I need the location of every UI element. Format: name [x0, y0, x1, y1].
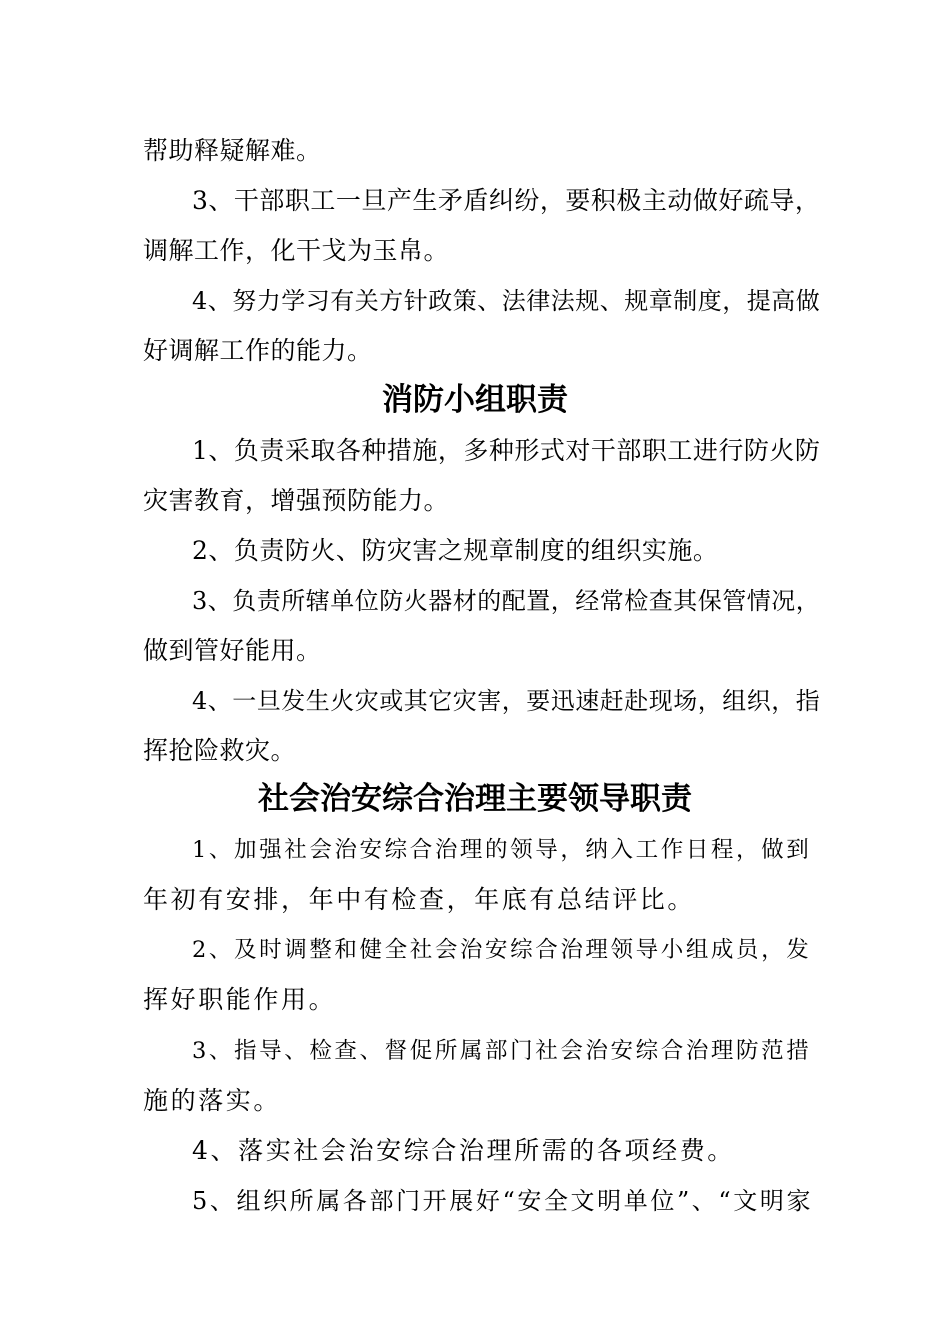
fire-item-3-line-1: 3、负责所辖单位防火器材的配置，经常检查其保管情况， [192, 587, 821, 615]
security-item-4-line-1: 4、落实社会治安综合治理所需的各项经费。 [192, 1136, 735, 1165]
mediation-item-3-line-2: 调解工作，化干戈为玉帛。 [143, 236, 450, 265]
fire-item-1-line-2: 灾害教育，增强预防能力。 [143, 486, 450, 515]
security-item-1-line-1: 1、加强社会治安综合治理的领导，纳入工作日程，做到 [192, 837, 812, 863]
security-item-2-line-2: 挥好职能作用。 [143, 985, 337, 1014]
security-item-2-line-1: 2、及时调整和健全社会治安综合治理领导小组成员，发 [192, 937, 812, 963]
mediation-item-4-line-1: 4、努力学习有关方针政策、法律法规、规章制度，提高做 [192, 287, 821, 315]
mediation-item-4-line-2: 好调解工作的能力。 [143, 336, 373, 365]
section-title-fire: 消防小组职责 [382, 382, 568, 418]
fire-item-3-line-2: 做到管好能用。 [143, 636, 322, 665]
fire-item-1-line-1: 1、负责采取各种措施，多种形式对干部职工进行防火防 [192, 436, 821, 465]
security-item-1-line-2: 年初有安排，年中有检查，年底有总结评比。 [143, 885, 696, 914]
mediation-item-3-line-1: 3、干部职工一旦产生矛盾纠纷，要积极主动做好疏导， [192, 186, 821, 215]
security-item-3-line-1: 3、指导、检查、督促所属部门社会治安综合治理防范措 [192, 1038, 812, 1064]
paragraph-line: 帮助释疑解难。 [143, 136, 322, 165]
fire-item-4-line-2: 挥抢险救灾。 [143, 736, 297, 765]
security-item-5-line-1: 5、组织所属各部门开展好“安全文明单位”、“文明家 [192, 1187, 814, 1215]
fire-item-2-line-1: 2、负责防火、防灾害之规章制度的组织实施。 [192, 536, 719, 565]
section-title-security: 社会治安综合治理主要领导职责 [258, 781, 692, 817]
fire-item-4-line-1: 4、一旦发生火灾或其它灾害，要迅速赶赴现场，组织，指 [192, 687, 821, 715]
security-item-3-line-2: 施的落实。 [143, 1086, 282, 1115]
